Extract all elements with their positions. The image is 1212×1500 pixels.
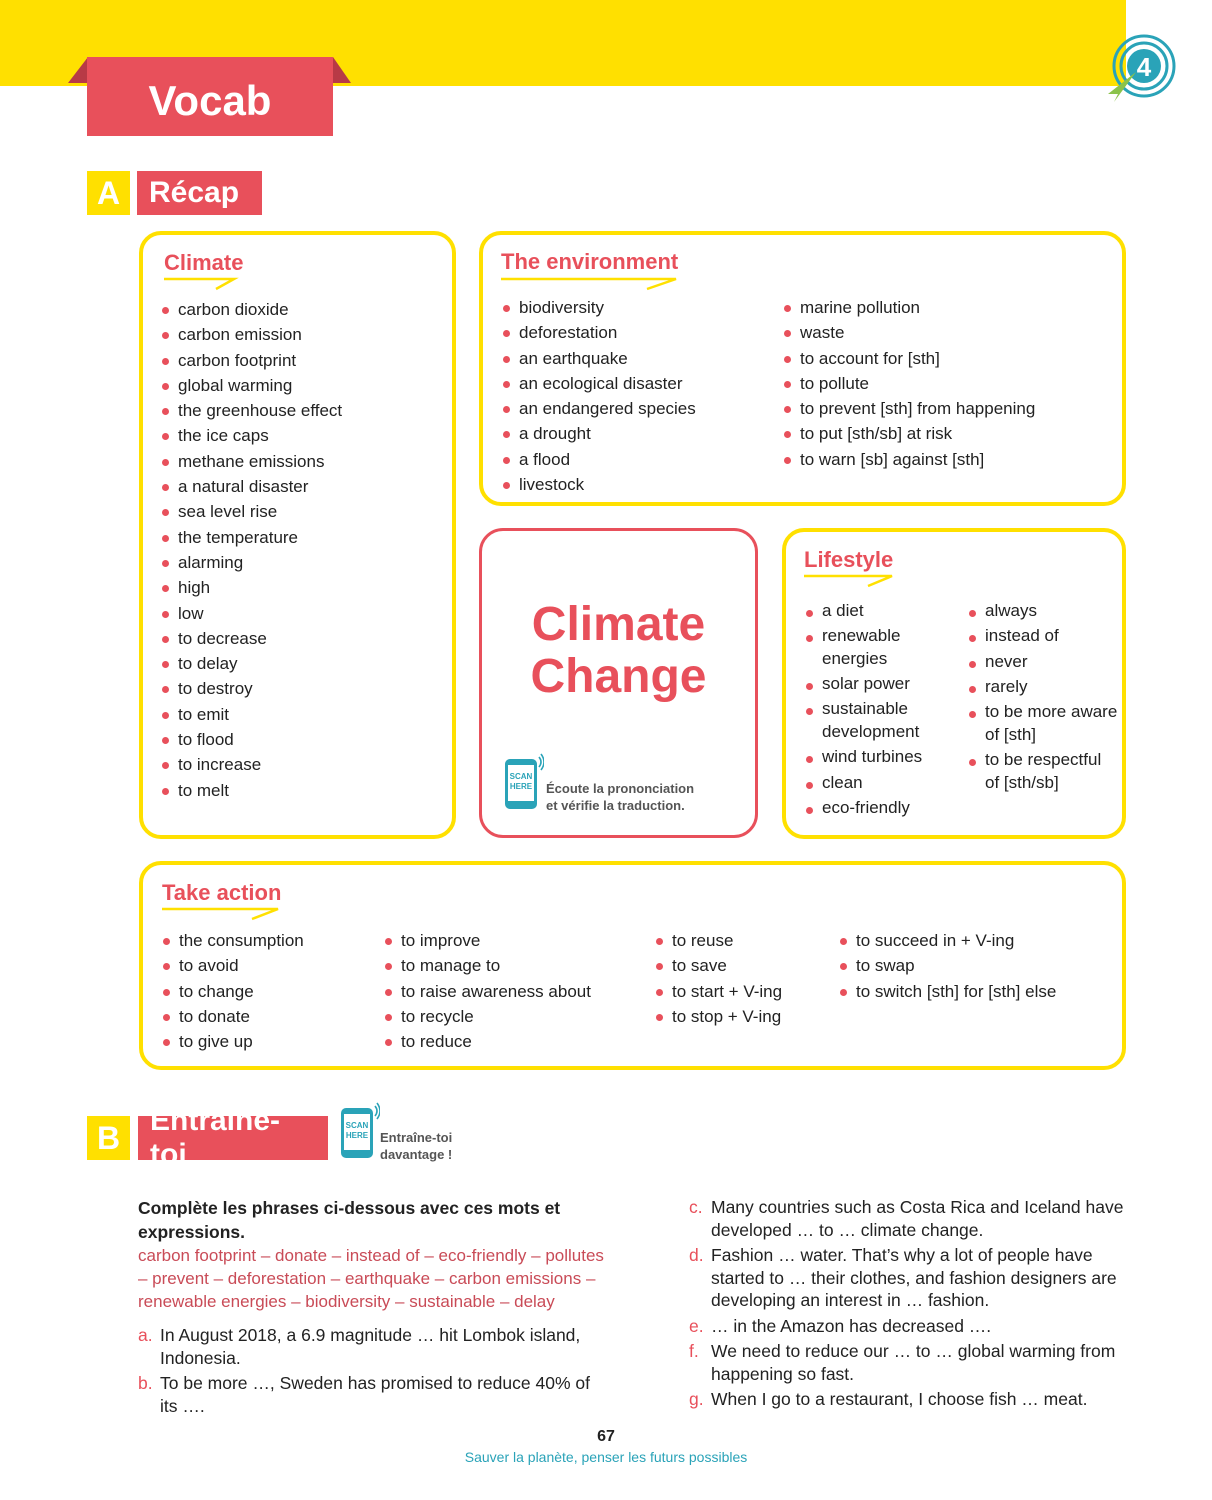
take-action-title: Take action (162, 880, 282, 905)
exercise-item-text: Fashion … water. That’s why a lot of people have started to … their clothes, and fashion designers are developing an interest in … fashion. (711, 1245, 1117, 1310)
scan-note (546, 780, 694, 814)
exercise-item (689, 1315, 1129, 1338)
climate-word: to flood (162, 727, 452, 752)
lifestyle-word: to be respectful of [sth/sb] (969, 749, 1119, 794)
environment-list-1 (503, 295, 773, 497)
lifestyle-list-2 (969, 600, 1119, 797)
unit-number-badge (1106, 32, 1178, 104)
exercise-item-text: To be more …, Sweden has promised to reduce 40% of its …. (160, 1373, 590, 1416)
exercise-list-left (138, 1324, 608, 1420)
scan-note-b-line-2: davantage ! (380, 1147, 453, 1162)
lifestyle-word: always (969, 600, 1119, 623)
svg-text:SCAN: SCAN (509, 772, 533, 781)
take-action-list-4 (840, 928, 1110, 1004)
take-action-word: to improve (385, 928, 645, 953)
exercise-instruction: Complète les phrases ci-dessous avec ces mots et expressions. (138, 1198, 561, 1242)
take-action-list-1 (163, 928, 373, 1054)
take-action-list-3 (656, 928, 831, 1029)
climate-word: alarming (162, 550, 452, 575)
climate-change-line-1: Climate (531, 598, 706, 651)
take-action-list-2 (385, 928, 645, 1054)
exercise-item (138, 1372, 608, 1417)
exercise-item (689, 1244, 1129, 1312)
climate-word: low (162, 601, 452, 626)
lifestyle-word: rarely (969, 676, 1119, 699)
climate-word-list (162, 297, 452, 803)
take-action-word: the consumption (163, 928, 373, 953)
environment-box (479, 231, 1126, 506)
exercise-item (689, 1196, 1129, 1241)
environment-word: a drought (503, 421, 773, 446)
climate-word: the ice caps (162, 423, 452, 448)
take-action-word: to switch [sth] for [sth] else (840, 979, 1110, 1004)
environment-word: an earthquake (503, 346, 773, 371)
scan-phone-icon[interactable] (340, 1102, 380, 1160)
climate-word: to destroy (162, 676, 452, 701)
footer-subtitle: Sauver la planète, penser les futurs possibles (464, 1449, 748, 1465)
exercise-item-letter: e. (689, 1315, 704, 1336)
environment-word: an ecological disaster (503, 371, 773, 396)
exercise-item-text: When I go to a restaurant, I choose fish … meat. (711, 1389, 1088, 1409)
section-a-title: Récap (137, 171, 262, 215)
take-action-word: to raise awareness about (385, 979, 645, 1004)
climate-title: Climate (164, 250, 244, 275)
take-action-word: to donate (163, 1004, 373, 1029)
unit-number: 4 (1136, 52, 1152, 82)
svg-text:HERE: HERE (509, 782, 533, 791)
environment-word: to warn [sb] against [sth] (784, 447, 1114, 472)
environment-word: to account for [sth] (784, 346, 1114, 371)
lifestyle-word: sustainable development (806, 698, 956, 743)
take-action-word: to reduce (385, 1029, 645, 1054)
environment-word: waste (784, 320, 1114, 345)
scan-note-line-2: et vérifie la traduction. (546, 798, 685, 813)
environment-word: livestock (503, 472, 773, 497)
scan-note-b-line-1: Entraîne-toi (380, 1130, 453, 1145)
exercise-item-letter: a. (138, 1325, 153, 1345)
take-action-word: to stop + V-ing (656, 1004, 831, 1029)
exercise-item-letter: b. (138, 1373, 153, 1393)
take-action-word: to change (163, 979, 373, 1004)
page-number: 67 (597, 1428, 615, 1445)
climate-word: methane emissions (162, 449, 452, 474)
environment-word: biodiversity (503, 295, 773, 320)
climate-word: to increase (162, 752, 452, 777)
climate-box (139, 231, 456, 839)
take-action-word: to save (656, 953, 831, 978)
ribbon-fold-right (333, 57, 351, 83)
scan-note-line-1: Écoute la prononciation (546, 781, 695, 796)
exercise-item-text: We need to reduce our … to … global warming from happening so fast. (711, 1341, 1116, 1384)
exercise-item (689, 1388, 1129, 1411)
climate-word: sea level rise (162, 499, 452, 524)
exercise-item-text: In August 2018, a 6.9 magnitude … hit Lombok island, Indonesia. (160, 1325, 581, 1368)
climate-change-title (482, 599, 755, 703)
title-underline-icon (162, 907, 282, 921)
take-action-word: to start + V-ing (656, 979, 831, 1004)
exercise-item-letter: c. (689, 1197, 703, 1217)
climate-word: to emit (162, 702, 452, 727)
ribbon-fold-left (68, 57, 88, 83)
exercise-item (138, 1324, 608, 1369)
climate-change-card (479, 528, 758, 838)
climate-word: the greenhouse effect (162, 398, 452, 423)
lifestyle-word: instead of (969, 625, 1119, 648)
environment-list-2 (784, 295, 1114, 472)
environment-word: deforestation (503, 320, 773, 345)
environment-word: an endangered species (503, 396, 773, 421)
lifestyle-word: wind turbines (806, 746, 956, 769)
environment-word: a flood (503, 447, 773, 472)
climate-word: carbon emission (162, 322, 452, 347)
lifestyle-word: eco-friendly (806, 797, 956, 820)
exercise-item-text: Many countries such as Costa Rica and Iceland have developed … to … climate change. (711, 1197, 1124, 1240)
lifestyle-box (782, 528, 1126, 839)
environment-word: to prevent [sth] from happening (784, 396, 1114, 421)
title-underline-icon (164, 277, 250, 291)
vocab-banner: Vocab (87, 57, 333, 136)
section-b-title: Entraîne-toi (138, 1116, 328, 1160)
section-a-letter: A (87, 171, 130, 215)
take-action-word: to give up (163, 1029, 373, 1054)
climate-word: to melt (162, 778, 452, 803)
take-action-word: to avoid (163, 953, 373, 978)
lifestyle-title: Lifestyle (804, 547, 894, 572)
climate-word: carbon footprint (162, 348, 452, 373)
title-underline-icon (501, 277, 681, 291)
climate-word: the temperature (162, 525, 452, 550)
climate-word: carbon dioxide (162, 297, 452, 322)
take-action-word: to succeed in + V-ing (840, 928, 1110, 953)
climate-word: to delay (162, 651, 452, 676)
climate-change-line-2: Change (530, 650, 707, 703)
svg-text:SCAN: SCAN (345, 1121, 369, 1130)
environment-word: marine pollution (784, 295, 1114, 320)
scan-phone-icon[interactable] (504, 753, 544, 811)
scan-note-b (380, 1129, 452, 1163)
exercise-item-letter: g. (689, 1389, 704, 1409)
exercise-item (689, 1340, 1129, 1385)
exercise-list-right (689, 1196, 1129, 1414)
svg-text:HERE: HERE (345, 1131, 369, 1140)
lifestyle-word: clean (806, 772, 956, 795)
exercise-word-bank: carbon footprint – donate – instead of – eco-friendly – pollutes – prevent – deforestation – earthquake – carbon emissions – renewable energies – biodiversity – sustainable – delay (138, 1246, 604, 1311)
climate-word: to decrease (162, 626, 452, 651)
climate-word: a natural disaster (162, 474, 452, 499)
lifestyle-word: to be more aware of [sth] (969, 701, 1119, 746)
exercise-item-text: … in the Amazon has decreased …. (711, 1315, 992, 1336)
take-action-word: to reuse (656, 928, 831, 953)
exercise-item-letter: d. (689, 1245, 704, 1265)
lifestyle-word: renewable energies (806, 625, 956, 670)
climate-word: high (162, 575, 452, 600)
environment-title: The environment (501, 249, 679, 274)
exercise-item-letter: f. (689, 1341, 699, 1361)
climate-word: global warming (162, 373, 452, 398)
lifestyle-list-1 (806, 600, 956, 822)
take-action-word: to manage to (385, 953, 645, 978)
lifestyle-word: never (969, 651, 1119, 674)
take-action-word: to swap (840, 953, 1110, 978)
take-action-box (139, 861, 1126, 1070)
environment-word: to pollute (784, 371, 1114, 396)
lifestyle-word: solar power (806, 673, 956, 696)
section-b-letter: B (87, 1116, 130, 1160)
lifestyle-word: a diet (806, 600, 956, 623)
title-underline-icon (804, 574, 900, 588)
environment-word: to put [sth/sb] at risk (784, 421, 1114, 446)
take-action-word: to recycle (385, 1004, 645, 1029)
